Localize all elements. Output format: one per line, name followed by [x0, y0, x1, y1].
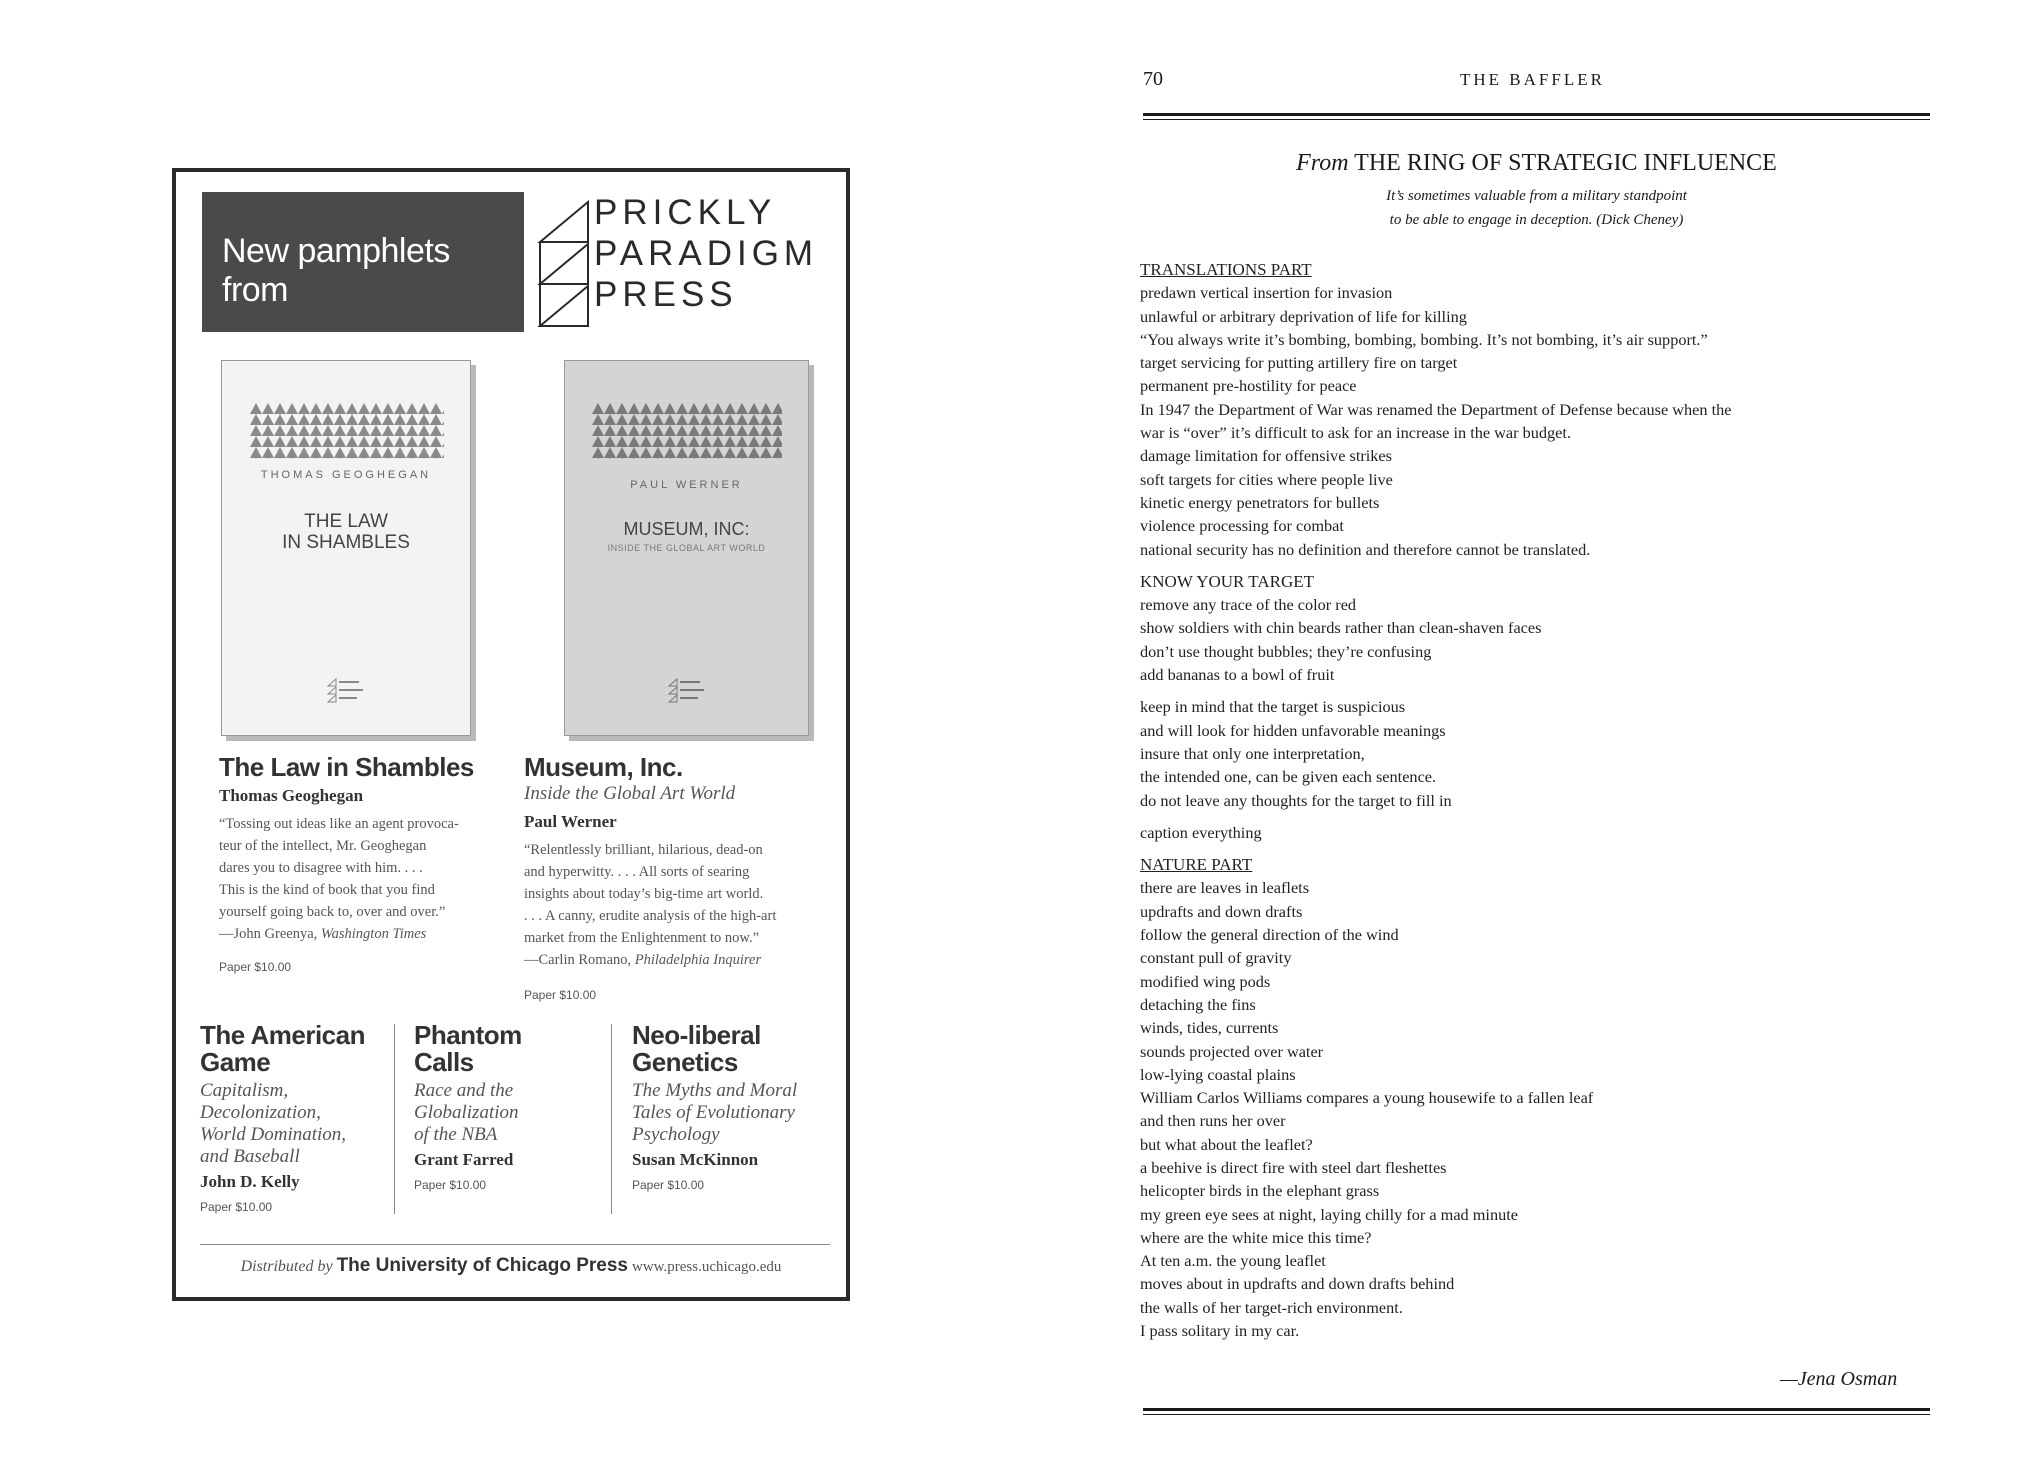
section-heading: TRANSLATIONS PART — [1140, 260, 1312, 279]
book-price: Paper $10.00 — [219, 960, 292, 974]
poem-line: William Carlos Williams compares a young housewife to a fallen leaf — [1140, 1088, 1594, 1108]
page-number: 70 — [1143, 68, 1163, 90]
quote-line: market from the Enlightenment to now.” — [524, 930, 760, 946]
book-review-quote — [524, 839, 776, 971]
poem-line: don’t use thought bubbles; they’re confusing — [1140, 641, 1432, 661]
poem-line: national security has no definition and therefore cannot be translated. — [1140, 539, 1591, 559]
quote-attribution: —John Greenya, Washington Times — [219, 926, 427, 942]
poem-line: sounds projected over water — [1140, 1041, 1324, 1061]
section-heading: KNOW YOUR TARGET — [1140, 571, 1314, 591]
poem-body — [1140, 258, 1930, 1342]
book-price: Paper $10.00 — [200, 1200, 273, 1214]
book-price: Paper $10.00 — [524, 988, 597, 1002]
quote-attribution: —Carlin Romano, Philadelphia Inquirer — [524, 952, 762, 968]
poem-line: In 1947 the Department of War was renamed the Department of Defense because when the — [1140, 399, 1732, 419]
poem-line: show soldiers with chin beards rather than clean-shaven faces — [1140, 618, 1542, 638]
quote-line: “Tossing out ideas like an agent provoca- — [219, 816, 459, 832]
book-subtitle: Capitalism, Decolonization, World Domination, and Baseball — [200, 1080, 347, 1167]
quote-line: . . . A canny, erudite analysis of the high-art — [524, 908, 777, 924]
book-cover-law-in-shambles — [221, 360, 471, 736]
top-rule — [1143, 113, 1930, 116]
cover-subtitle: INSIDE THE GLOBAL ART WORLD — [607, 543, 766, 553]
ad-banner — [202, 192, 824, 332]
poem-line: unlawful or arbitrary deprivation of life for killing — [1140, 306, 1467, 326]
epigraph-line: to be able to engage in deception. (Dick Cheney) — [1389, 212, 1684, 228]
prickly-paradigm-advertisement — [172, 168, 850, 1301]
book-author: John D. Kelly — [200, 1172, 300, 1191]
quote-line: teur of the intellect, Mr. Geoghegan — [219, 838, 427, 854]
poem-line: helicopter birds in the elephant grass — [1140, 1181, 1380, 1201]
quote-line: This is the kind of book that you find — [219, 882, 435, 898]
poem-line: “You always write it’s bombing, bombing, bombing. It’s not bombing, it’s air support.” — [1140, 329, 1708, 349]
book-title: The American Game — [200, 1020, 365, 1077]
distributed-by-label: Distributed by — [240, 1258, 333, 1275]
book-price: Paper $10.00 — [414, 1178, 487, 1192]
poem-line: the intended one, can be given each sentence. — [1140, 767, 1437, 787]
distributor-url: www.press.uchicago.edu — [632, 1259, 782, 1275]
poem-line: war is “over” it’s difficult to ask for an increase in the war budget. — [1140, 423, 1572, 443]
poem-line: but what about the leaflet? — [1140, 1134, 1313, 1154]
poem-line: the walls of her target-rich environment. — [1140, 1297, 1403, 1317]
epigraph — [1143, 184, 1930, 232]
column-divider — [611, 1024, 612, 1214]
footer-divider — [200, 1244, 830, 1245]
book-price: Paper $10.00 — [632, 1178, 705, 1192]
quote-line: yourself going back to, over and over.” — [219, 904, 446, 920]
quote-line: insights about today’s big-time art world. — [524, 886, 764, 902]
bottom-rule — [1143, 1408, 1930, 1411]
book-author: Paul Werner — [524, 812, 617, 831]
press-logo-icon — [665, 677, 709, 705]
poem-line: remove any trace of the color red — [1140, 595, 1357, 615]
book-subtitle: Race and the Globalization of the NBA — [414, 1080, 519, 1145]
poem-title-text: THE RING OF STRATEGIC INFLUENCE — [1354, 150, 1777, 176]
section-heading: NATURE PART — [1140, 855, 1253, 875]
poem-line: moves about in updrafts and down drafts behind — [1140, 1274, 1455, 1294]
ad-footer — [176, 1255, 846, 1277]
triangle-pattern-icon — [250, 403, 444, 459]
book-author: Thomas Geoghegan — [219, 786, 364, 805]
banner-dark-panel — [202, 192, 524, 332]
poem-line: updrafts and down drafts — [1140, 901, 1303, 921]
poem-line: I pass solitary in my car. — [1140, 1321, 1300, 1341]
publisher-logo — [524, 192, 824, 332]
book-title: Neo-liberal Genetics — [632, 1020, 761, 1077]
poem-title — [1143, 150, 1930, 177]
poem-line: modified wing pods — [1140, 971, 1271, 991]
poem-line: keep in mind that the target is suspicious — [1140, 697, 1406, 717]
column-divider — [394, 1024, 395, 1214]
poem-line: predawn vertical insertion for invasion — [1140, 283, 1393, 303]
poem-title-prefix: From — [1296, 150, 1349, 176]
publisher-line: PRICKLY — [594, 193, 777, 232]
cover-title-line: IN SHAMBLES — [282, 532, 410, 553]
author-signature: —Jena Osman — [1780, 1368, 1898, 1390]
book-author: Grant Farred — [414, 1150, 514, 1169]
cover-author: PAUL WERNER — [630, 479, 743, 491]
book-subtitle: The Myths and Moral Tales of Evolutionary Psychology — [632, 1080, 798, 1145]
quote-line: and hyperwitty. . . . All sorts of searing — [524, 864, 750, 880]
poem-line: where are the white mice this time? — [1140, 1227, 1372, 1247]
quote-line: “Relentlessly brilliant, hilarious, dead-on — [524, 842, 763, 858]
poem-line: my green eye sees at night, laying chilly for a mad minute — [1140, 1204, 1518, 1224]
poem-line: and will look for hidden unfavorable meanings — [1140, 720, 1446, 740]
book-title: The Law in Shambles — [219, 752, 474, 782]
poem-line: winds, tides, currents — [1140, 1018, 1279, 1038]
poem-line: target servicing for putting artillery fire on target — [1140, 353, 1458, 373]
publisher-line: PARADIGM — [594, 234, 819, 273]
poem-line: detaching the fins — [1140, 994, 1256, 1014]
book-title: Phantom Calls — [414, 1020, 522, 1077]
poem-line: there are leaves in leaflets — [1140, 878, 1310, 898]
book-cover-museum-inc — [564, 360, 809, 736]
poem-line: add bananas to a bowl of fruit — [1140, 665, 1335, 685]
poem-line: permanent pre-hostility for peace — [1140, 376, 1357, 396]
triangle-pattern-icon — [592, 403, 782, 459]
poem-line: do not leave any thoughts for the target to fill in — [1140, 790, 1452, 810]
poem-line: soft targets for cities where people live — [1140, 469, 1393, 489]
book-review-quote — [219, 813, 459, 945]
press-logo-icon — [324, 677, 368, 705]
running-head: THE BAFFLER — [1460, 70, 1605, 89]
book-subtitle: Inside the Global Art World — [524, 783, 736, 804]
epigraph-line: It’s sometimes valuable from a military standpoint — [1386, 188, 1687, 204]
poem-line: damage limitation for offensive strikes — [1140, 446, 1392, 466]
poem-line: follow the general direction of the wind — [1140, 925, 1399, 945]
cover-title-line: THE LAW — [304, 511, 388, 532]
poem-line: low-lying coastal plains — [1140, 1064, 1296, 1084]
bottom-rule-thin — [1143, 1414, 1930, 1415]
publisher-line: PRESS — [594, 275, 738, 314]
book-title: Museum, Inc. — [524, 752, 683, 782]
poem-line: kinetic energy penetrators for bullets — [1140, 492, 1380, 512]
poem-line: a beehive is direct fire with steel dart fleshettes — [1140, 1157, 1447, 1177]
book-author: Susan McKinnon — [632, 1150, 759, 1169]
quote-line: dares you to disagree with him. . . . — [219, 860, 423, 876]
poem-line: insure that only one interpretation, — [1140, 743, 1365, 763]
poem-line: caption everything — [1140, 822, 1262, 842]
poem-line: and then runs her over — [1140, 1111, 1286, 1131]
poem-line: constant pull of gravity — [1140, 948, 1292, 968]
paradigm-triangle-icon — [534, 198, 594, 328]
cover-title: MUSEUM, INC: — [623, 519, 750, 539]
poem-line: violence processing for combat — [1140, 516, 1344, 536]
publisher-name — [594, 192, 818, 315]
distributor-name: The University of Chicago Press — [336, 1255, 628, 1276]
poem-line: At ten a.m. the young leaflet — [1140, 1251, 1326, 1271]
top-rule-thin — [1143, 119, 1930, 120]
cover-author: THOMAS GEOGHEGAN — [260, 469, 432, 481]
banner-text: New pamphlets from — [222, 232, 450, 309]
